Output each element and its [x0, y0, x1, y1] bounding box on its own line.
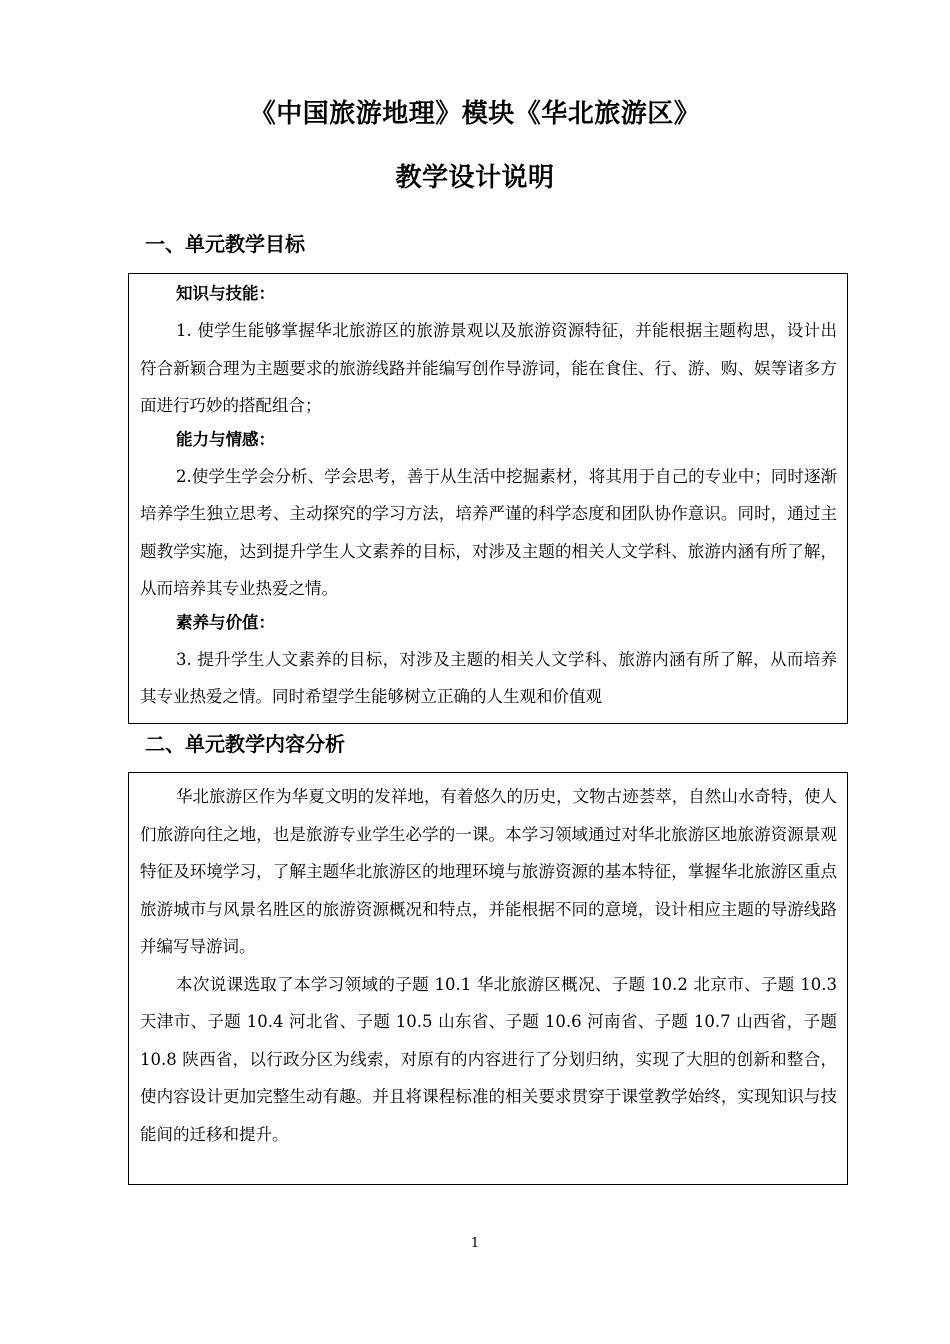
content-analysis-box [128, 772, 848, 1185]
section-heading-teaching-goals: 一、单元教学目标 [145, 232, 305, 256]
subheading-ability-emotion: 能力与情感： [176, 429, 275, 449]
document-subtitle: 教学设计说明 [395, 163, 555, 193]
analysis-paragraph: 华北旅游区作为华夏文明的发祥地，有着悠久的历史，文物古迹荟萃，自然山水奇特，使人们旅游向往之地，也是旅游专业学生必学的一课。本学习领域通过对华北旅游区地旅游资源景观特征及环境学习，了解主题华北旅游区的地理环境与旅游资源的基本特征，掌握华北旅游区重点旅游城市与风景名胜区的旅游资源概况和特点，并能根据不同的意境，设计相应主题的导游线路并编写导游词。 [140, 787, 837, 956]
subheading-knowledge-skills: 知识与技能： [176, 284, 275, 303]
section-heading-content-analysis: 二、单元教学内容分析 [145, 732, 345, 756]
teaching-goals-box [128, 273, 848, 724]
goal-paragraph-knowledge: 1. 使学生能够掌握华北旅游区的旅游景观以及旅游资源特征，并能根据主题构思，设计出符合新颖合理为主题要求的旅游线路并能编写创作导游词，能在食住、行、游、购、娱等诸多方面进行巧妙的搭配组合； [140, 321, 837, 415]
document-title: 《中国旅游地理》模块《华北旅游区》 [249, 99, 701, 129]
goal-paragraph-ability: 2.使学生学会分析、学会思考，善于从生活中挖掘素材，将其用于自己的专业中；同时逐渐培养学生独立思考、主动探究的学习方法，培养严谨的科学态度和团队协作意识。同时，通过主题教学实施，达到提升学生人文素养的目标，对涉及主题的相关人文学科、旅游内涵有所了解，从而培养其专业热爱之情。 [140, 466, 837, 598]
subheading-literacy-values: 素养与价值： [176, 612, 275, 632]
analysis-paragraph: 本次说课选取了本学习领域的子题 10.1 华北旅游区概况、子题 10.2 北京市、子题 10.3 天津市、子题 10.4 河北省、子题 10.5 山东省、子题 10.6 河南省、子题 10.7 山西省，子题 10.8 陕西省，以行政分区为线索，对原有的内容进行了分划归纳，实现了大胆的创新和整合，使内容设计更加完整生动有趣。并且将课程标准的相关要求贯穿于课堂教学始终，实现知识与技能间的迁移和提升。 [140, 974, 837, 1144]
goal-paragraph-literacy: 3. 提升学生人文素养的目标，对涉及主题的相关人文学科、旅游内涵有所了解，从而培养其专业热爱之情。同时希望学生能够树立正确的人生观和价值观 [140, 649, 837, 706]
page-number: 1 [470, 1236, 480, 1251]
